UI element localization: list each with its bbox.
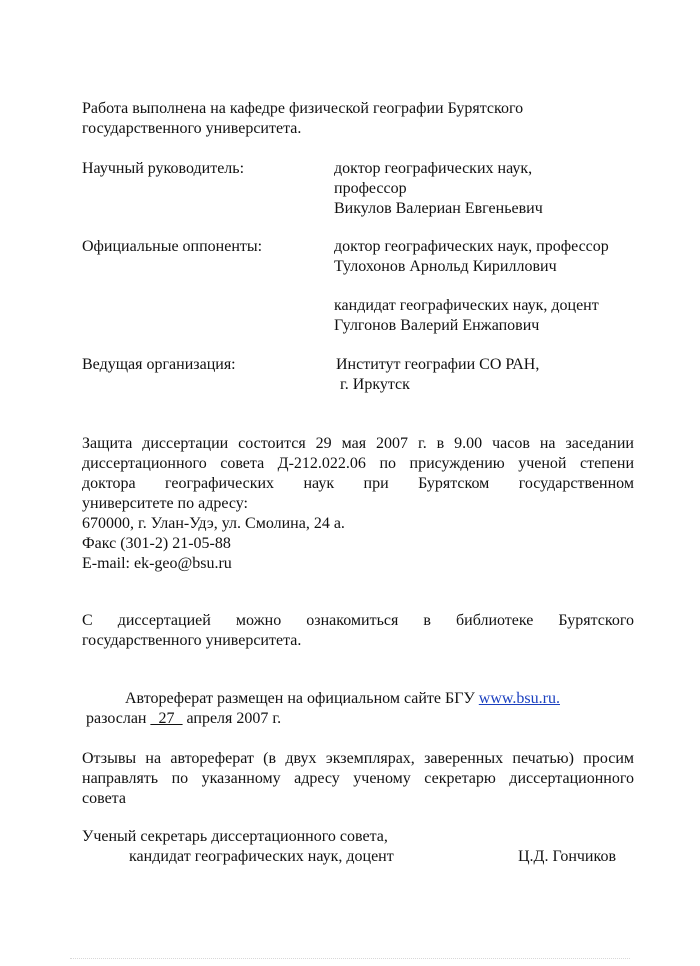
opponent-first-name: Тулохонов Арнольд Кириллович bbox=[334, 258, 557, 275]
lead-org-label: Ведущая организация: bbox=[82, 356, 236, 373]
defense-line: Защита диссертации состоится 29 мая 2007 г. в 9.00 часов на заседании bbox=[82, 435, 634, 452]
library-line: С диссертацией можно ознакомиться в библиотеке Бурятского bbox=[82, 612, 634, 629]
supervisor-details bbox=[334, 159, 543, 219]
secretary-degree: кандидат географических наук, доцент bbox=[129, 848, 394, 865]
supervisor-label: Научный руководитель: bbox=[82, 160, 245, 177]
sent-suffix: апреля 2007 г. bbox=[182, 710, 282, 727]
reviews-paragraph bbox=[82, 749, 634, 809]
library-paragraph bbox=[82, 611, 634, 651]
secretary-title: Ученый секретарь диссертационного совета, bbox=[82, 828, 388, 845]
opponents-label: Официальные оппоненты: bbox=[82, 238, 263, 255]
intro-paragraph bbox=[82, 99, 642, 139]
opponent-first-degree: доктор географических наук, профессор bbox=[334, 238, 609, 255]
intro-line: Работа выполнена на кафедре физической географии Бурятского bbox=[82, 100, 524, 117]
sent-prefix: разослан bbox=[86, 710, 151, 727]
site-link[interactable]: www.bsu.ru. bbox=[478, 690, 560, 707]
defense-line: диссертационного совета Д-212.022.06 по присуждению ученой степени bbox=[82, 455, 634, 472]
reviews-line: Отзывы на автореферат (в двух экземплярах, заверенных печатью) просим bbox=[82, 750, 634, 767]
secretary-name: Ц.Д. Гончиков bbox=[518, 848, 616, 865]
library-line: государственного университета. bbox=[82, 632, 302, 649]
defense-paragraph bbox=[82, 434, 634, 574]
supervisor-degree: доктор географических наук, bbox=[334, 160, 533, 177]
abstract-line bbox=[125, 689, 560, 709]
defense-line: университете по адресу: bbox=[82, 495, 248, 512]
intro-line: государственного университета. bbox=[82, 120, 302, 137]
opponent-second-degree: кандидат географических наук, доцент bbox=[334, 297, 599, 314]
lead-org-details bbox=[336, 355, 539, 395]
supervisor-name: Викулов Валериан Евгеньевич bbox=[334, 200, 543, 217]
sent-line bbox=[86, 709, 281, 729]
footer-divider bbox=[70, 958, 630, 960]
defense-address: 670000, г. Улан-Удэ, ул. Смолина, 24 а. bbox=[82, 515, 345, 532]
defense-email: E-mail: ek-geo@bsu.ru bbox=[82, 555, 232, 572]
reviews-line: направлять по указанному адресу ученому секретарю диссертационного bbox=[82, 770, 634, 787]
reviews-line: совета bbox=[82, 790, 126, 807]
abstract-text: Автореферат размещен на официальном сайте БГУ bbox=[125, 690, 479, 707]
lead-org-city: г. Иркутск bbox=[340, 376, 410, 393]
defense-fax: Факс (301-2) 21-05-88 bbox=[82, 535, 231, 552]
opponent-first bbox=[334, 237, 609, 277]
lead-org-name: Институт географии СО РАН, bbox=[336, 356, 540, 373]
opponent-second bbox=[334, 296, 599, 336]
defense-line: доктора географических наук при Бурятском государственном bbox=[82, 475, 634, 492]
supervisor-title: профессор bbox=[334, 180, 407, 197]
sent-day: _27_ bbox=[150, 710, 183, 727]
opponent-second-name: Гулгонов Валерий Енжапович bbox=[334, 317, 540, 334]
